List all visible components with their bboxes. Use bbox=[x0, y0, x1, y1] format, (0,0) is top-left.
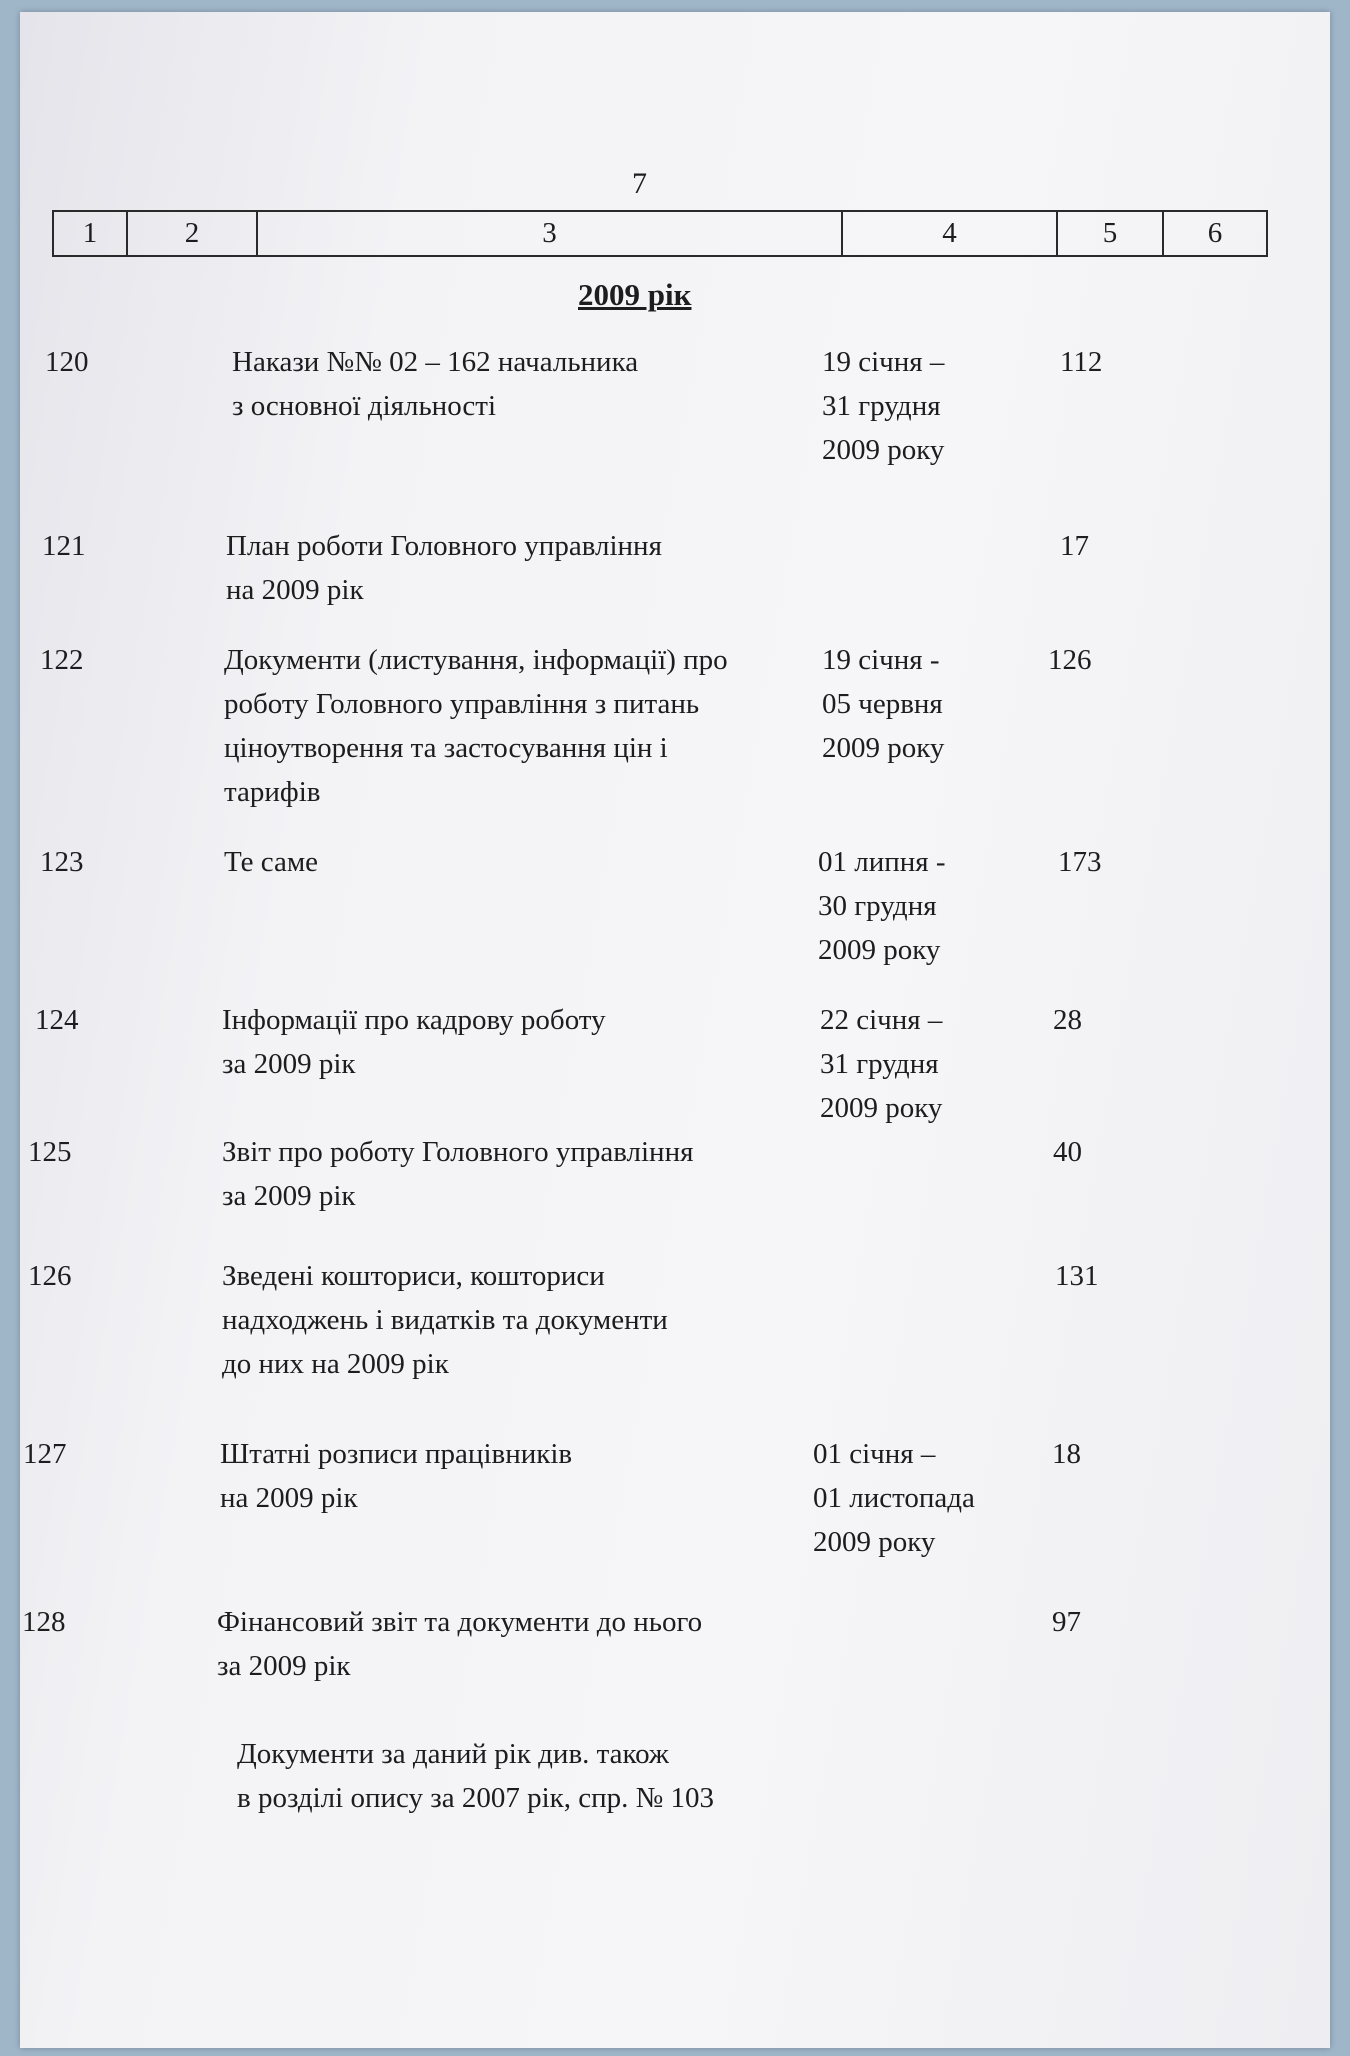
entry-title bbox=[224, 638, 728, 814]
entry-title-line: Накази №№ 02 – 162 начальника bbox=[232, 346, 639, 378]
entry-number: 125 bbox=[28, 1136, 72, 1168]
entry-number: 121 bbox=[42, 530, 86, 562]
entry-number: 126 bbox=[28, 1260, 72, 1292]
entry-title bbox=[222, 1130, 693, 1218]
document-page bbox=[20, 12, 1330, 2048]
entry-date-line: 2009 року bbox=[820, 1092, 943, 1124]
column-header-1: 1 bbox=[54, 212, 128, 255]
entry-date-line: 31 грудня bbox=[820, 1048, 939, 1080]
entry-dates bbox=[820, 998, 942, 1130]
entry-date-line: 22 січня – bbox=[820, 1004, 943, 1036]
entry-number: 124 bbox=[35, 1004, 79, 1036]
entry-sheet-count: 131 bbox=[1055, 1260, 1099, 1292]
entry-title-line: з основної діяльності bbox=[232, 390, 497, 422]
column-header-2: 2 bbox=[128, 212, 258, 255]
entry-title-line: за 2009 рік bbox=[217, 1650, 351, 1682]
entry-title-line: ціноутворення та застосування цін і bbox=[224, 732, 668, 764]
entry-dates bbox=[818, 840, 946, 972]
column-header-row bbox=[52, 210, 1268, 257]
entry-title-line: надходжень і видатків та документи bbox=[222, 1304, 668, 1336]
entry-number: 127 bbox=[23, 1438, 67, 1470]
entry-title-line: Документи (листування, інформації) про bbox=[224, 644, 728, 676]
entry-title-line: на 2009 рік bbox=[220, 1482, 358, 1514]
entry-title-line: до них на 2009 рік bbox=[222, 1348, 449, 1380]
entry-title-line: Звіт про роботу Головного управління bbox=[222, 1136, 694, 1168]
column-header-4: 4 bbox=[843, 212, 1058, 255]
entry-title bbox=[232, 340, 638, 428]
entry-dates bbox=[813, 1432, 975, 1564]
entry-sheet-count: 97 bbox=[1052, 1606, 1081, 1638]
entry-number: 128 bbox=[22, 1606, 66, 1638]
entry-title-line: Те саме bbox=[224, 846, 319, 878]
entry-date-line: 30 грудня bbox=[818, 890, 937, 922]
entry-title bbox=[220, 1432, 572, 1520]
note-line: Документи за даний рік див. також bbox=[237, 1738, 669, 1770]
year-heading: 2009 рік bbox=[578, 277, 692, 312]
entry-number: 123 bbox=[40, 846, 84, 878]
entry-sheet-count: 126 bbox=[1048, 644, 1092, 676]
entry-sheet-count: 112 bbox=[1060, 346, 1103, 378]
entry-date-line: 01 листопада bbox=[813, 1482, 975, 1514]
entry-date-line: 05 червня bbox=[822, 688, 943, 720]
entry-title bbox=[224, 840, 318, 884]
entry-title-line: План роботи Головного управління bbox=[226, 530, 662, 562]
column-header-6: 6 bbox=[1207, 217, 1223, 249]
entry-title-line: за 2009 рік bbox=[222, 1180, 356, 1212]
entry-title bbox=[226, 524, 662, 612]
entry-dates bbox=[822, 340, 944, 472]
page-number: 7 bbox=[632, 167, 647, 200]
entry-date-line: 31 грудня bbox=[822, 390, 941, 422]
entry-sheet-count: 17 bbox=[1060, 530, 1089, 562]
entry-title-line: Штатні розписи працівників bbox=[220, 1438, 573, 1470]
entry-date-line: 2009 року bbox=[818, 934, 941, 966]
entry-number: 122 bbox=[40, 644, 84, 676]
entry-date-line: 19 січня - bbox=[822, 644, 940, 676]
column-header-5: 5 bbox=[1058, 212, 1164, 255]
entry-title-line: Інформації про кадрову роботу bbox=[222, 1004, 606, 1036]
entry-date-line: 2009 року bbox=[822, 434, 945, 466]
entry-sheet-count: 40 bbox=[1053, 1136, 1082, 1168]
entry-date-line: 01 липня - bbox=[818, 846, 946, 878]
entry-date-line: 01 січня – bbox=[813, 1438, 936, 1470]
entry-title-line: Фінансовий звіт та документи до нього bbox=[217, 1606, 703, 1638]
entry-title bbox=[217, 1600, 702, 1688]
entry-date-line: 19 січня – bbox=[822, 346, 945, 378]
column-header-3: 3 bbox=[258, 212, 843, 255]
entry-title-line: тарифів bbox=[224, 776, 321, 808]
entry-title-line: за 2009 рік bbox=[222, 1048, 356, 1080]
entry-title bbox=[222, 1254, 668, 1386]
entry-sheet-count: 173 bbox=[1058, 846, 1102, 878]
entry-title-line: Зведені кошториси, кошториси bbox=[222, 1260, 605, 1292]
entry-title bbox=[222, 998, 606, 1086]
entry-title-line: роботу Головного управління з питань bbox=[224, 688, 700, 720]
note-line: в розділі опису за 2007 рік, спр. № 103 bbox=[237, 1782, 715, 1814]
cross-reference-note bbox=[237, 1732, 714, 1820]
entry-date-line: 2009 року bbox=[813, 1526, 936, 1558]
entry-sheet-count: 28 bbox=[1053, 1004, 1082, 1036]
entry-dates bbox=[822, 638, 944, 770]
entry-sheet-count: 18 bbox=[1052, 1438, 1081, 1470]
entry-number: 120 bbox=[45, 346, 89, 378]
entry-date-line: 2009 року bbox=[822, 732, 945, 764]
entry-title-line: на 2009 рік bbox=[226, 574, 364, 606]
